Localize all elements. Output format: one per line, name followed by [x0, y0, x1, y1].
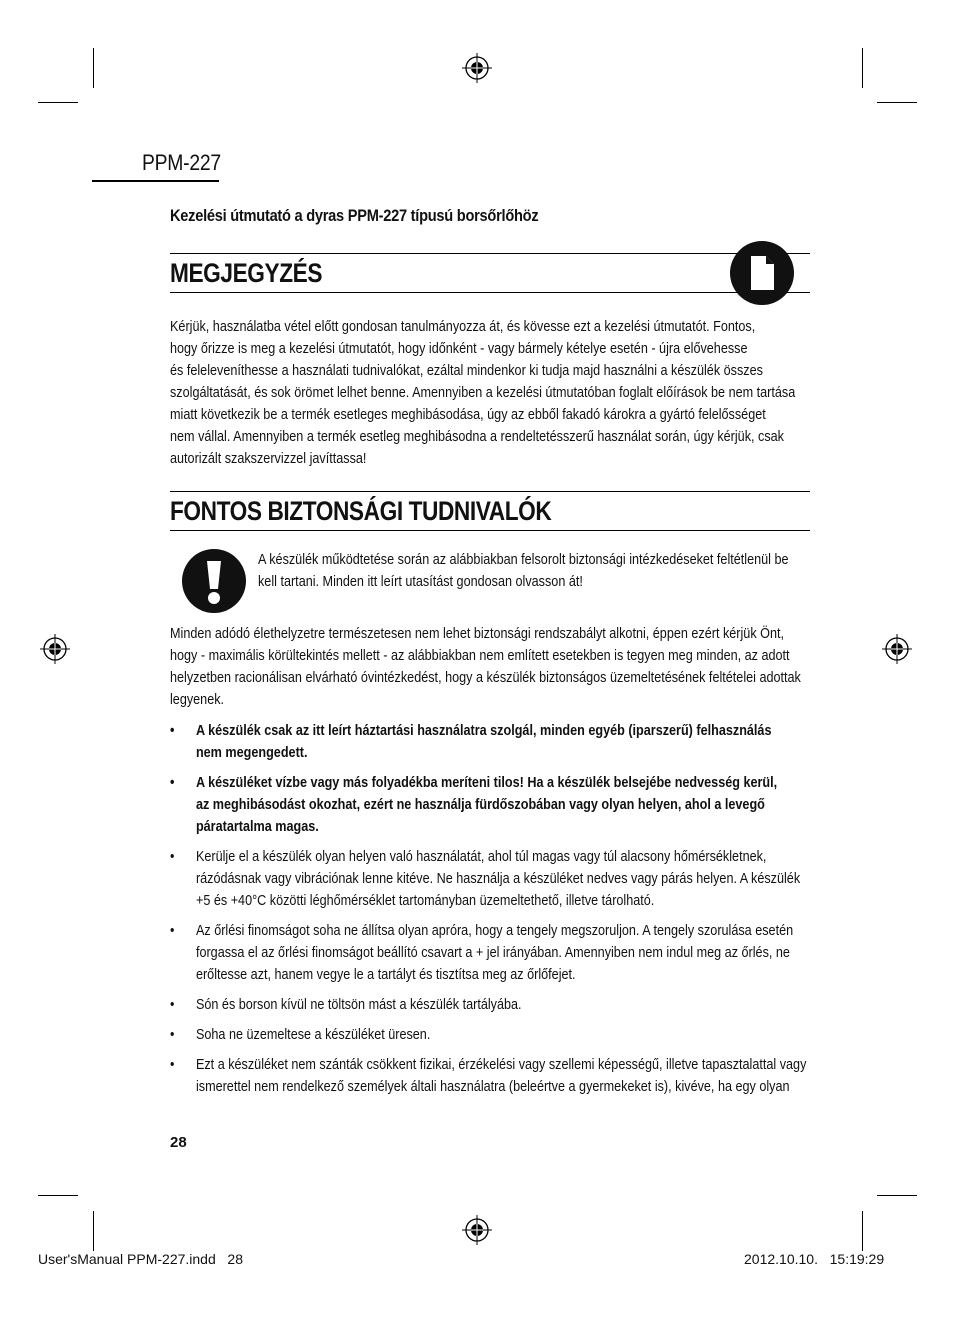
- section-rule-bottom: [170, 292, 810, 293]
- text-line: Ezt a készüléket nem szánták csökkent fizikai, érzékelési vagy szellemi képességű, illetve tapasztalattal vagy: [195, 1057, 807, 1073]
- crop-mark: [93, 1211, 94, 1251]
- crop-mark: [862, 48, 863, 88]
- document-icon: [729, 240, 795, 306]
- page-number: 28: [170, 1134, 187, 1151]
- bullet-marker: •: [170, 1057, 175, 1073]
- bullet-marker: •: [170, 849, 175, 865]
- list-item: [170, 994, 808, 1016]
- crop-mark: [38, 102, 78, 103]
- list-item: [170, 1054, 808, 1098]
- bullet-marker: •: [170, 775, 175, 791]
- text-line: +5 és +40°C közötti léghőmérséklet tartományban üzemeltethető, illetve tárolható.: [195, 893, 655, 909]
- list-item: [170, 920, 808, 986]
- text-line: ismerettel nem rendelkező személyek általi használatra (beleértve a gyermekeket is), kivéve, ha egy olyan: [195, 1079, 790, 1095]
- text-line: szolgáltatását, és sok örömet lelhet benne. Amennyiben a kezelési útmutatóban foglalt előírások be nem tartása: [170, 385, 796, 401]
- section-rule-bottom: [170, 530, 810, 531]
- model-label: PPM-227: [142, 150, 221, 175]
- section-title-safety: FONTOS BIZTONSÁGI TUDNIVALÓK: [170, 496, 552, 526]
- warning-paragraph: [258, 549, 812, 593]
- text-line: A készüléket vízbe vagy más folyadékba meríteni tilos! Ha a készülék belsejébe nedvesség kerül,: [195, 775, 778, 791]
- text-line: A készülék csak az itt leírt háztartási használatra szolgál, minden egyéb (iparszerű) felhasználás: [195, 723, 772, 739]
- text-line: rázódásnak vagy vibrációnak lenne kitéve. Ne használja a készüléket nedves vagy párás helyen. A készülék: [195, 871, 801, 887]
- registration-mark-icon: [882, 634, 912, 664]
- crop-mark: [862, 1211, 863, 1251]
- exclamation-icon: [181, 548, 247, 614]
- section-rule-top: [170, 491, 810, 492]
- text-line: hogy - maximális körültekintés mellett - az alábbiakban nem említett esetekben is tegyen meg minden, az adott: [170, 648, 790, 664]
- text-line: kell tartani. Minden itt leírt utasítást gondosan olvasson át!: [258, 574, 583, 590]
- text-line: hogy őrizze is meg a kezelési útmutatót, hogy időnként - vagy bármely kételye esetén - újra elővehesse: [170, 341, 748, 357]
- safety-bullet-list: [170, 720, 808, 1106]
- text-line: nem vállal. Amennyiben a termék esetleg meghibásodna a rendeltetésszerű használat során, úgy kérjük, csak: [170, 429, 785, 445]
- text-line: Kerülje el a készülék olyan helyen való használatát, ahol túl magas vagy túl alacsony hőmérsékletnek,: [195, 849, 767, 865]
- list-item: [170, 1024, 808, 1046]
- crop-mark: [877, 102, 917, 103]
- text-line: Minden adódó élethelyzetre természetesen nem lehet biztonsági rendszabályt alkotni, éppen ezért kérjük Önt,: [170, 626, 785, 642]
- text-line: autorizált szakszervizzel javíttassa!: [170, 451, 367, 467]
- crop-mark: [877, 1195, 917, 1196]
- text-line: Kérjük, használatba vétel előtt gondosan tanulmányozza át, és kövesse ezt a kezelési útmutatót. Fontos,: [170, 319, 756, 335]
- text-line: páratartalma magas.: [195, 819, 319, 835]
- text-line: erőltesse azt, hanem vegye le a tartályt és tisztítsa meg az őrlőfejet.: [195, 967, 576, 983]
- text-line: az meghibásodást okozhat, ezért ne használja fürdőszobában vagy olyan helyen, ahol a levegő: [195, 797, 765, 813]
- bullet-marker: •: [170, 1027, 175, 1043]
- text-line: és feleleveníthesse a használati tudnivalókat, ezáltal mindenkor ki tudja majd használni a készülék összes: [170, 363, 763, 379]
- section-rule-top: [170, 253, 810, 254]
- bullet-marker: •: [170, 923, 175, 939]
- registration-mark-icon: [40, 634, 70, 664]
- section-title-note: MEGJEGYZÉS: [170, 258, 323, 288]
- list-item: [170, 720, 808, 764]
- footer-file-info: User'sManual PPM-227.indd 28: [38, 1251, 243, 1267]
- note-paragraph: [170, 316, 810, 470]
- document-subtitle: Kezelési útmutató a dyras PPM-227 típusú borsőrlőhöz: [170, 206, 539, 225]
- text-line: forgassa el az őrlési finomságot beállító csavart a + jel irányában. Amennyiben nem indul meg az őrlés, ne: [195, 945, 790, 961]
- list-item: [170, 846, 808, 912]
- text-line: Az őrlési finomságot soha ne állítsa olyan apróra, hogy a tengely megszoruljon. A tengely szorulása esetén: [195, 923, 794, 939]
- text-line: A készülék működtetése során az alábbiakban felsorolt biztonsági intézkedéseket feltétlenül be: [258, 552, 789, 568]
- text-line: legyenek.: [170, 692, 225, 708]
- text-line: nem megengedett.: [195, 745, 308, 761]
- list-item: [170, 772, 808, 838]
- crop-mark: [38, 1195, 78, 1196]
- bullet-marker: •: [170, 723, 175, 739]
- text-line: helyzetben racionálisan elvárható óvintézkedést, hogy a készülék biztonságos üzemeltetésének feltételei adottak: [170, 670, 801, 686]
- footer-timestamp: 2012.10.10. 15:19:29: [744, 1251, 885, 1267]
- bullet-marker: •: [170, 997, 175, 1013]
- registration-mark-icon: [462, 53, 492, 83]
- text-line: miatt következik be a termék esetleges meghibásodása, úgy az ebből fakadó károkra a gyártó felelősséget: [170, 407, 766, 423]
- model-underline: [92, 180, 219, 182]
- crop-mark: [93, 48, 94, 88]
- text-line: Soha ne üzemeltese a készüléket üresen.: [195, 1027, 431, 1043]
- registration-mark-icon: [462, 1215, 492, 1245]
- text-line: Són és borson kívül ne töltsön mást a készülék tartályába.: [195, 997, 522, 1013]
- intro-paragraph: [170, 623, 810, 711]
